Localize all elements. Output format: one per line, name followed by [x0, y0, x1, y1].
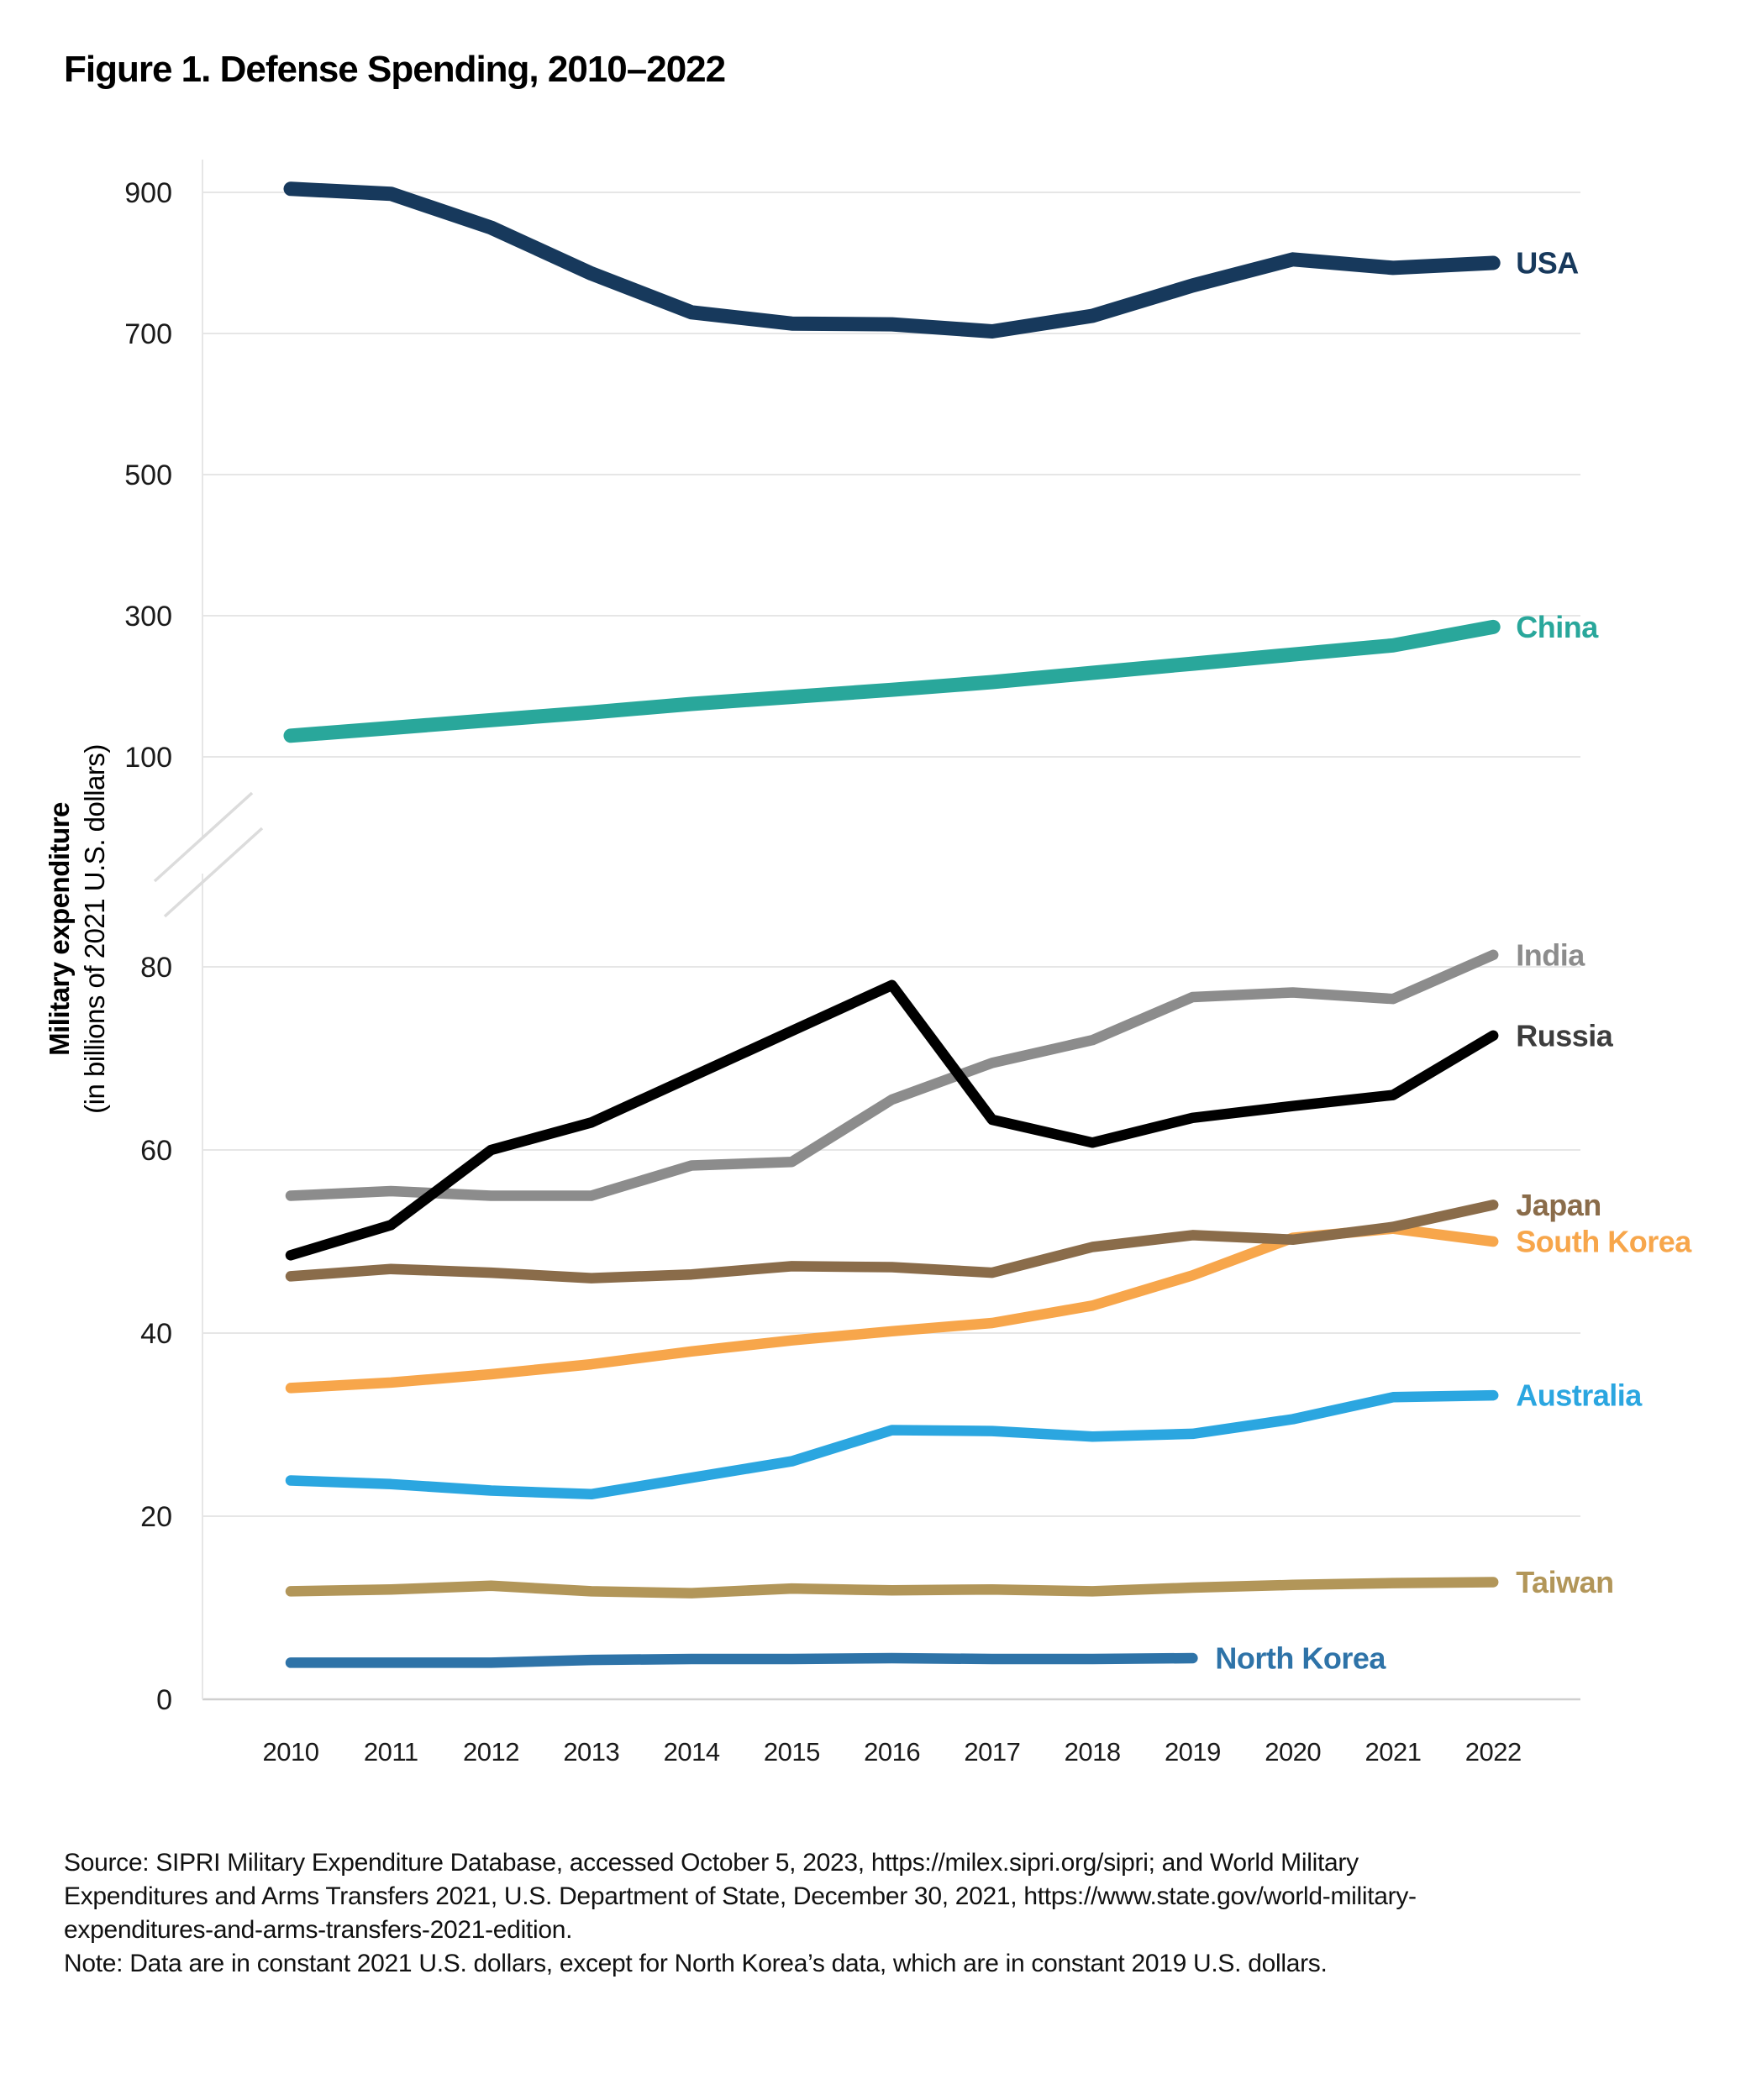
- source-note: [64, 1846, 1660, 1981]
- series-label-india: India: [1516, 937, 1585, 973]
- x-tick-label-2022: 2022: [1464, 1736, 1522, 1767]
- y-tick-label-60: 60: [140, 1134, 172, 1167]
- series-label-usa: USA: [1516, 245, 1579, 281]
- y-tick-label-900: 900: [124, 176, 172, 209]
- series-label-china: China: [1516, 610, 1598, 645]
- series-line-australia: [291, 1395, 1493, 1494]
- y-axis-title: Military expenditure: [44, 802, 75, 1056]
- x-tick-label-2013: 2013: [563, 1736, 620, 1767]
- x-tick-label-2018: 2018: [1064, 1736, 1121, 1767]
- y-tick-label-500: 500: [124, 459, 172, 491]
- x-tick-label-2019: 2019: [1164, 1736, 1221, 1767]
- series-label-japan: Japan: [1516, 1188, 1601, 1222]
- x-tick-label-2011: 2011: [363, 1736, 418, 1767]
- x-tick-label-2020: 2020: [1265, 1736, 1322, 1767]
- series-label-australia: Australia: [1516, 1378, 1642, 1413]
- series-line-russia: [291, 985, 1493, 1256]
- series-line-taiwan: [291, 1583, 1493, 1593]
- axis-break-mark: [165, 828, 262, 916]
- x-tick-label-2021: 2021: [1365, 1736, 1422, 1767]
- y-tick-label-40: 40: [140, 1317, 172, 1350]
- series-line-china: [291, 627, 1493, 735]
- y-tick-label-0: 0: [156, 1683, 172, 1716]
- series-line-south-korea: [291, 1229, 1493, 1389]
- y-tick-label-20: 20: [140, 1500, 172, 1533]
- x-tick-label-2017: 2017: [964, 1736, 1021, 1767]
- y-axis-subtitle: (in billions of 2021 U.S. dollars): [79, 744, 110, 1114]
- x-tick-label-2014: 2014: [663, 1736, 720, 1767]
- series-label-north-korea: North Korea: [1215, 1641, 1386, 1676]
- series-label-south-korea: South Korea: [1516, 1224, 1691, 1259]
- x-tick-label-2016: 2016: [864, 1736, 921, 1767]
- y-tick-label-80: 80: [140, 951, 172, 984]
- note-line: Note: Data are in constant 2021 U.S. dollars, except for North Korea’s data, which are in constant 2019 U.S. dollars.: [64, 1950, 1328, 1977]
- page-title: Figure 1. Defense Spending, 2010–2022: [64, 49, 726, 90]
- y-tick-label-700: 700: [124, 318, 172, 350]
- y-tick-label-100: 100: [124, 741, 172, 774]
- series-line-japan: [291, 1205, 1493, 1278]
- source-line: Source: SIPRI Military Expenditure Database, accessed October 5, 2023, https://milex.sipri.org/sipri; and World Military: [64, 1849, 1359, 1877]
- source-line: Expenditures and Arms Transfers 2021, U.S. Department of State, December 30, 2021, https://www.state.gov/world-military-: [64, 1882, 1417, 1910]
- y-tick-label-300: 300: [124, 600, 172, 633]
- series-label-russia: Russia: [1516, 1018, 1613, 1053]
- series-line-usa: [291, 189, 1493, 332]
- source-line: expenditures-and-arms-transfers-2021-edition.: [64, 1916, 573, 1944]
- x-tick-label-2015: 2015: [763, 1736, 820, 1767]
- series-label-taiwan: Taiwan: [1516, 1565, 1614, 1600]
- x-tick-label-2010: 2010: [262, 1736, 319, 1767]
- series-line-north-korea: [291, 1658, 1192, 1662]
- x-tick-label-2012: 2012: [463, 1736, 520, 1767]
